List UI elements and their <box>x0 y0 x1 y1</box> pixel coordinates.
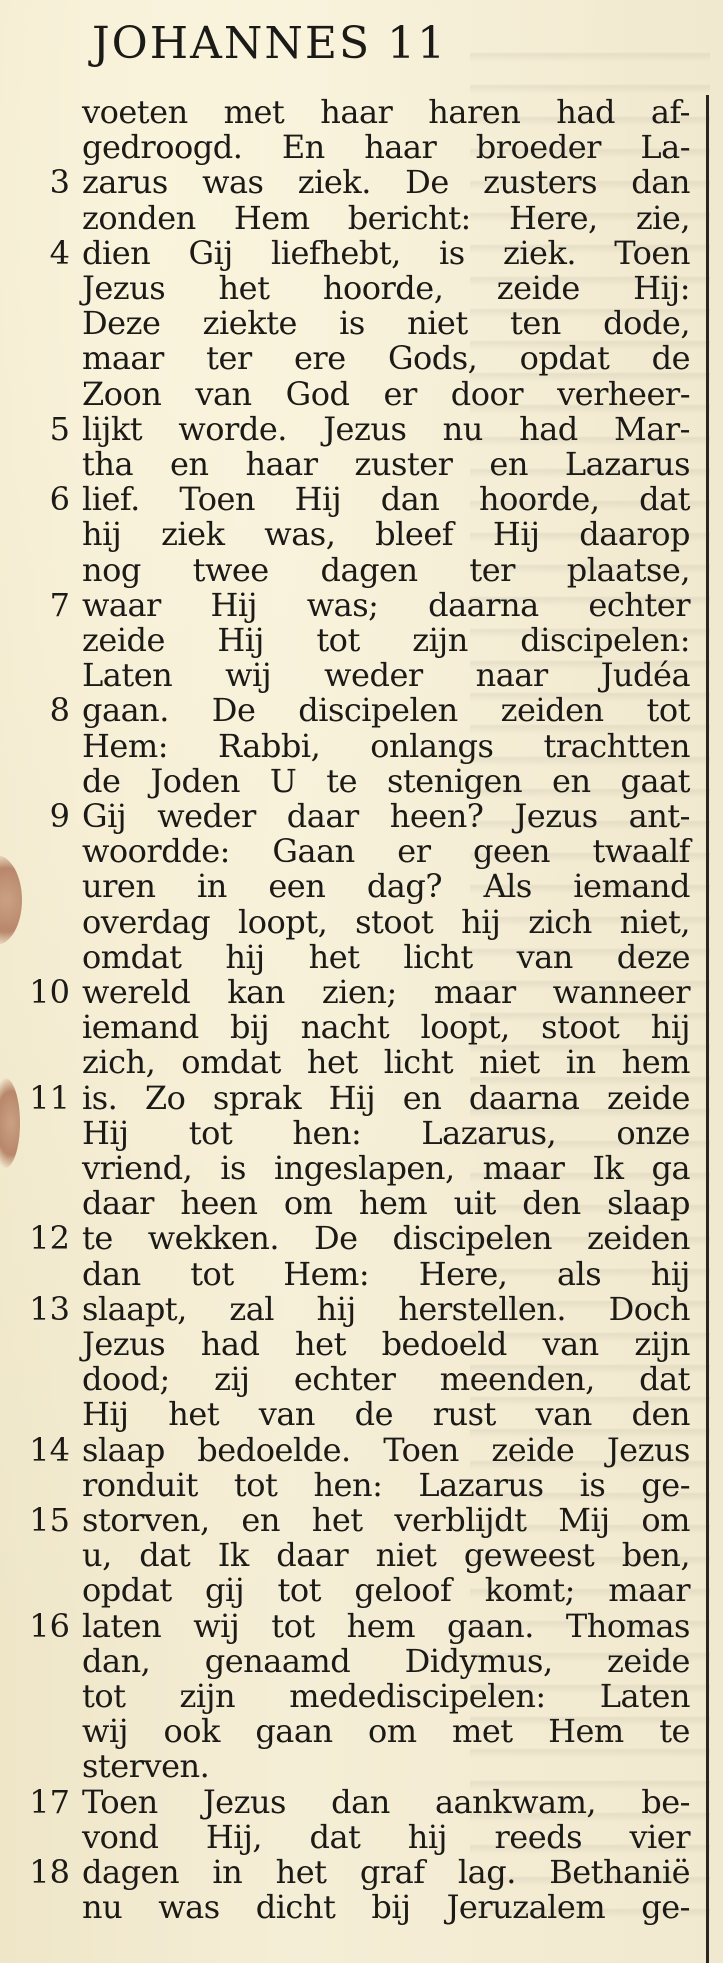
verse-number: 8 <box>49 691 70 729</box>
text-line: lief. Toen Hij dan hoorde, dat <box>82 480 690 518</box>
text-line: opdat gij tot geloof komt; maar <box>82 1571 691 1609</box>
text-line: vond Hij, dat hij reeds vier <box>82 1818 690 1856</box>
text-line: maar ter ere Gods, opdat de <box>82 339 691 377</box>
text-line: dien Gij liefhebt, is ziek. Toen <box>82 234 690 272</box>
text-line: slaapt, zal hij herstellen. Doch <box>82 1290 691 1328</box>
text-line: hij ziek was, bleef Hij daarop <box>82 515 690 553</box>
verse-number: 12 <box>29 1219 70 1257</box>
text-line: Toen Jezus dan aankwam, be- <box>82 1783 690 1821</box>
text-line: uren in een dag? Als iemand <box>82 867 690 905</box>
verse-number: 16 <box>29 1607 70 1645</box>
verse-number: 18 <box>29 1853 70 1891</box>
text-line: vriend, is ingeslapen, maar Ik ga <box>82 1149 691 1187</box>
column-rule <box>706 95 709 1963</box>
text-line: tha en haar zuster en Lazarus <box>82 445 690 483</box>
text-line: is. Zo sprak Hij en daarna zeide <box>82 1079 690 1117</box>
verse-number: 4 <box>49 234 70 272</box>
text-line: Jezus had het bedoeld van zijn <box>82 1325 691 1363</box>
text-line: de Joden U te stenigen en gaat <box>82 762 690 800</box>
text-line: overdag loopt, stoot hij zich niet, <box>82 903 690 941</box>
text-line: Hem: Rabbi, onlangs trachtten <box>82 727 690 765</box>
text-line: gedroogd. En haar broeder La- <box>82 128 691 166</box>
text-line: u, dat Ik daar niet geweest ben, <box>82 1536 690 1574</box>
text-line: te wekken. De discipelen zeiden <box>82 1219 691 1257</box>
binder-hole <box>0 855 22 945</box>
text-line: lijkt worde. Jezus nu had Mar- <box>82 410 690 448</box>
text-line: nu was dicht bij Jeruzalem ge- <box>82 1888 690 1926</box>
verse-number: 6 <box>49 480 70 518</box>
text-line: waar Hij was; daarna echter <box>82 586 690 624</box>
text-line: dan, genaamd Didymus, zeide <box>82 1642 690 1680</box>
text-line: Deze ziekte is niet ten dode, <box>82 304 691 342</box>
verse-number: 11 <box>29 1079 70 1117</box>
text-line: Jezus het hoorde, zeide Hij: <box>82 269 690 307</box>
text-line: zonden Hem bericht: Here, zie, <box>82 199 691 237</box>
text-line: tot zijn medediscipelen: Laten <box>82 1677 691 1715</box>
page-heading: JOHANNES 11 <box>92 18 448 69</box>
text-line: Laten wij weder naar Judéa <box>82 656 691 694</box>
text-line: slaap bedoelde. Toen zeide Jezus <box>82 1431 690 1469</box>
verse-number: 15 <box>29 1501 70 1539</box>
verse-number: 13 <box>29 1290 70 1328</box>
verse-number: 17 <box>29 1783 70 1821</box>
text-line: dan tot Hem: Here, als hij <box>82 1255 690 1293</box>
text-line: daar heen om hem uit den slaap <box>82 1184 690 1222</box>
text-line: sterven. <box>82 1747 210 1785</box>
text-line: Hij het van de rust van den <box>82 1395 690 1433</box>
text-line: wereld kan zien; maar wanneer <box>82 973 690 1011</box>
verse-number: 14 <box>29 1431 70 1469</box>
text-line: zeide Hij tot zijn discipelen: <box>82 621 691 659</box>
text-line: nog twee dagen ter plaatse, <box>82 551 690 589</box>
text-line: dagen in het graf lag. Bethanië <box>82 1853 691 1891</box>
text-line: Hij tot hen: Lazarus, onze <box>82 1114 690 1152</box>
verse-number: 10 <box>29 973 70 1011</box>
verse-number: 5 <box>49 410 70 448</box>
text-line: laten wij tot hem gaan. Thomas <box>82 1607 690 1645</box>
text-line: omdat hij het licht van deze <box>82 938 691 976</box>
text-line: ronduit tot hen: Lazarus is ge- <box>82 1466 691 1504</box>
text-line: dood; zij echter meenden, dat <box>82 1360 691 1398</box>
text-line: Zoon van God er door verheer- <box>82 375 691 413</box>
text-line: zarus was ziek. De zusters dan <box>82 163 690 201</box>
text-line: wij ook gaan om met Hem te <box>82 1712 690 1750</box>
text-line: Gij weder daar heen? Jezus ant- <box>82 797 690 835</box>
verse-number: 9 <box>49 797 70 835</box>
text-line: storven, en het verblijdt Mij om <box>82 1501 691 1539</box>
verse-number: 3 <box>49 163 70 201</box>
text-line: woordde: Gaan er geen twaalf <box>82 832 691 870</box>
text-line: gaan. De discipelen zeiden tot <box>82 691 691 729</box>
text-line: iemand bij nacht loopt, stoot hij <box>82 1008 690 1046</box>
verse-number: 7 <box>49 586 70 624</box>
text-line: voeten met haar haren had af- <box>82 93 690 131</box>
text-line: zich, omdat het licht niet in hem <box>82 1043 690 1081</box>
